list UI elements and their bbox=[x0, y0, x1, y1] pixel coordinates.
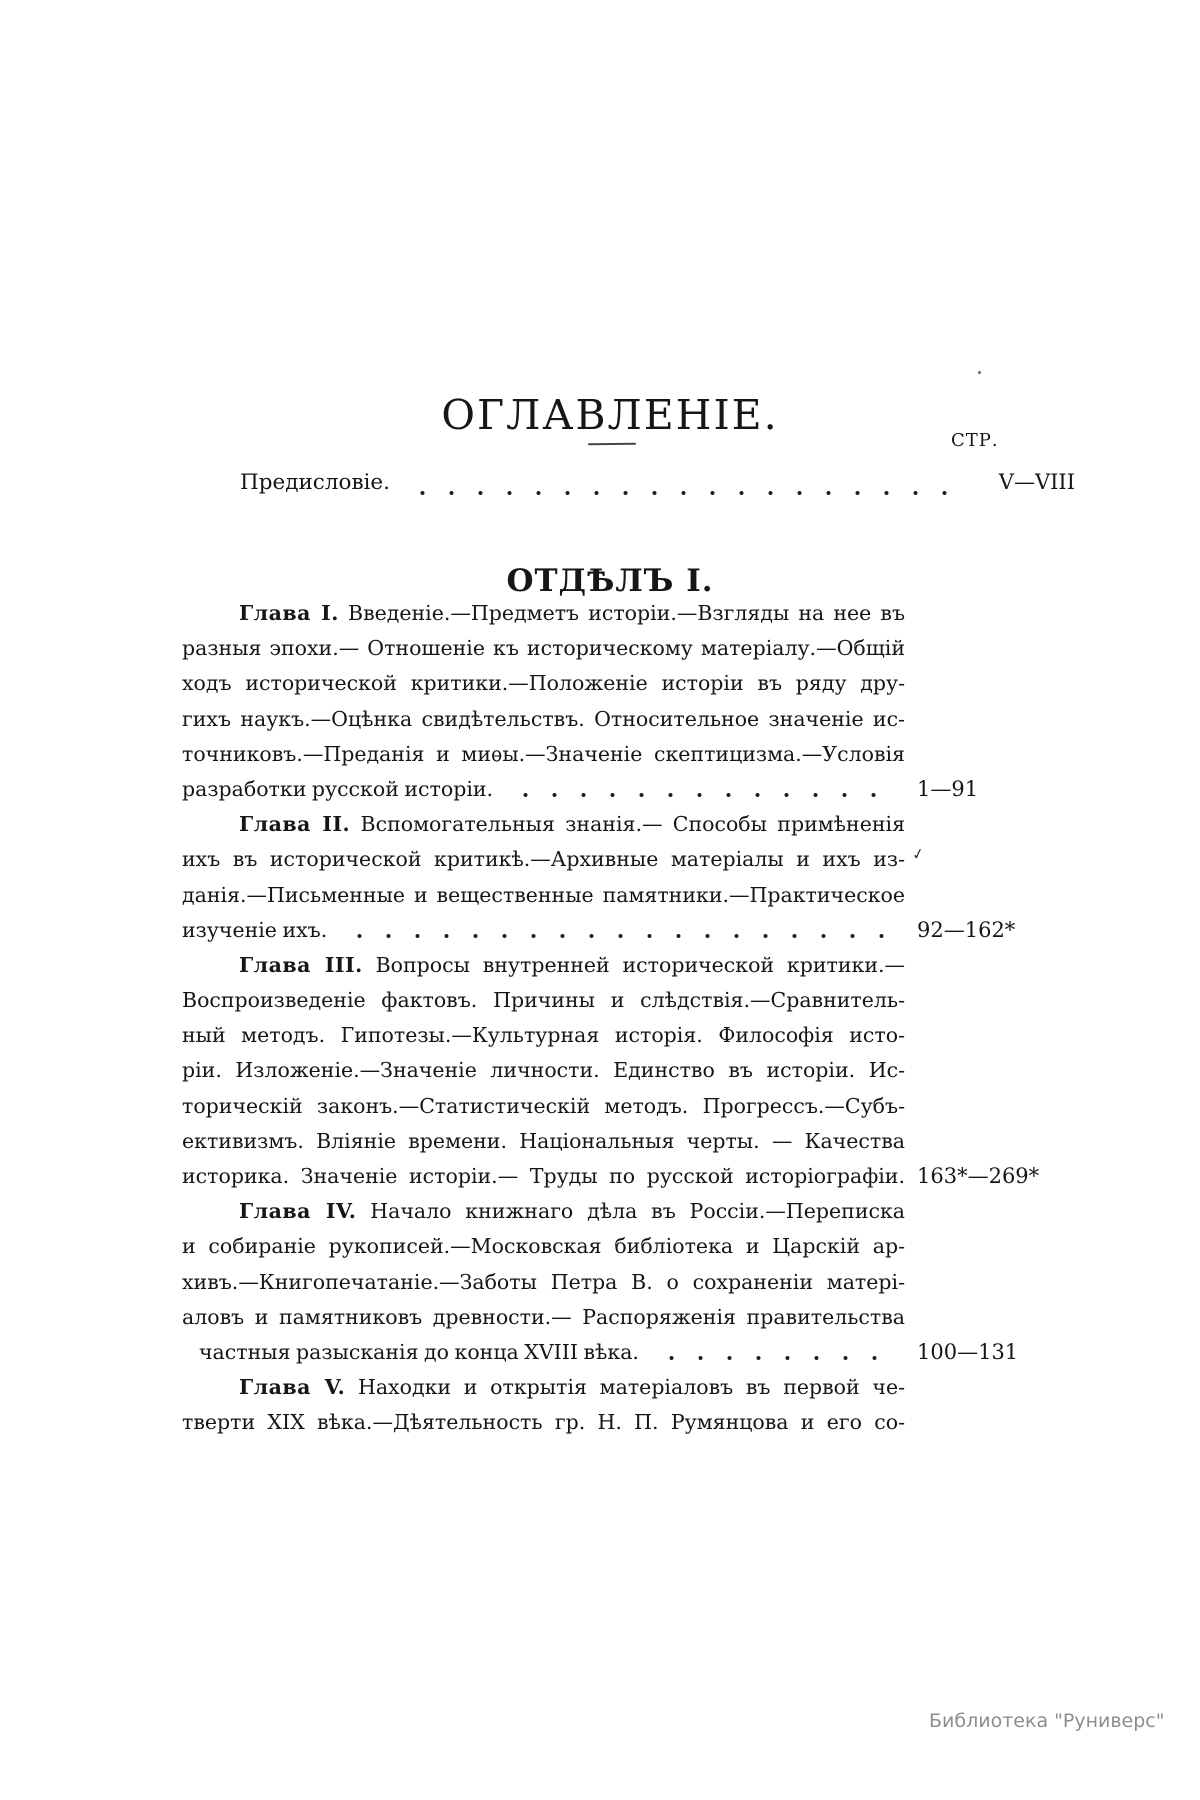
line-text: хивъ.—Книгопечатаніе.—Заботы Петра В. о сохраненіи матері- bbox=[182, 1269, 905, 1294]
chapter-entry bbox=[182, 807, 1075, 948]
page-range: 100—131 bbox=[917, 1339, 1019, 1364]
line-text: торическій законъ.—Статистическій методъ. Прогрессъ.—Субъ- bbox=[182, 1093, 905, 1118]
line-text: изученіе ихъ. bbox=[182, 913, 905, 948]
line-text: ный методъ. Гипотезы.—Культурная исторія. Философія исто- bbox=[182, 1023, 905, 1048]
toc-line bbox=[182, 631, 1075, 666]
line-text: разныя эпохи.— Отношеніе къ историческому матеріалу.—Общій bbox=[182, 636, 905, 661]
page-title: ОГЛАВЛЕНІЕ. bbox=[441, 391, 779, 440]
toc-line bbox=[182, 1405, 1075, 1440]
toc-line bbox=[182, 666, 1075, 701]
toc-line bbox=[182, 1018, 1075, 1053]
toc-line bbox=[182, 948, 1075, 983]
pages-column-header: СТР. bbox=[951, 430, 999, 451]
toc-line bbox=[182, 1335, 1075, 1370]
toc-line bbox=[182, 807, 1075, 842]
chapter-label: Глава III. bbox=[239, 952, 363, 977]
preface-page-range: V—VIII bbox=[998, 470, 1075, 494]
line-text: Глава I. Введеніе.—Предметъ исторіи.—Взгляды на нее въ bbox=[239, 601, 906, 625]
section-heading: ОТДѢЛЪ I. bbox=[506, 562, 714, 599]
line-text: частныя разысканія до конца XVIII вѣка. bbox=[182, 1335, 905, 1370]
line-text: данія.—Письменные и вещественные памятники.—Практическое bbox=[182, 882, 905, 907]
chapter-entry bbox=[182, 1370, 1075, 1440]
line-text: разработки русской исторіи. bbox=[182, 772, 905, 807]
chapter-label: Глава IV. bbox=[239, 1199, 357, 1224]
line-text: Глава IV. Начало книжнаго дѣла въ Россіи.—Переписка bbox=[239, 1199, 905, 1224]
page-range: 163*—269* bbox=[917, 1164, 1040, 1188]
toc-chapters bbox=[182, 596, 1075, 1441]
line-text: ріи. Изложеніе.—Значеніе личности. Единство въ исторіи. Ис- bbox=[182, 1058, 905, 1083]
line-text: ективизмъ. Вліяніе времени. Національныя черты. — Качества bbox=[182, 1128, 905, 1153]
toc-line bbox=[182, 1300, 1075, 1335]
line-text: Глава II. Вспомогательныя знанія.— Способы примѣненія bbox=[239, 812, 905, 837]
line-text: тверти XIX вѣка.—Дѣятельность гр. Н. П. Румянцова и его со- bbox=[182, 1410, 905, 1435]
toc-line bbox=[182, 702, 1075, 737]
line-text: Воспроизведеніе фактовъ. Причины и слѣдствія.—Сравнитель- bbox=[182, 988, 905, 1013]
title-divider bbox=[588, 443, 636, 446]
scan-speck-artifact bbox=[978, 371, 981, 374]
dot-leader bbox=[400, 470, 959, 505]
line-text: и собираніе рукописей.—Московская библіотека и Царскій ар- bbox=[182, 1234, 905, 1259]
line-text: историка. Значеніе исторіи.— Труды по русской исторіографіи. bbox=[182, 1164, 905, 1188]
line-text: аловъ и памятниковъ древности.— Распоряженія правительства bbox=[182, 1304, 905, 1329]
page-range: 92—162* bbox=[917, 917, 1016, 942]
toc-line bbox=[182, 1194, 1075, 1229]
dot-leader bbox=[503, 772, 899, 807]
line-text: Глава III. Вопросы внутренней исторической критики.— bbox=[239, 952, 906, 977]
dot-leader bbox=[337, 913, 899, 948]
line-text: гихъ наукъ.—Оцѣнка свидѣтельствъ. Относительное значеніе ис- bbox=[182, 706, 905, 731]
chapter-entry bbox=[182, 596, 1075, 807]
chapter-label: Глава II. bbox=[239, 812, 351, 837]
toc-line bbox=[182, 983, 1075, 1018]
chapter-entry bbox=[182, 948, 1075, 1194]
toc-line bbox=[182, 737, 1075, 772]
toc-line bbox=[182, 1124, 1075, 1159]
toc-line bbox=[182, 1089, 1075, 1124]
toc-line bbox=[182, 1370, 1075, 1405]
toc-line bbox=[182, 878, 1075, 913]
preface-label: Предисловіе. bbox=[240, 470, 390, 495]
toc-line bbox=[182, 1265, 1075, 1300]
toc-line bbox=[182, 1229, 1075, 1264]
page-range: 1—91 bbox=[917, 776, 979, 801]
toc-line bbox=[182, 596, 1075, 631]
chapter-label: Глава I. bbox=[239, 601, 339, 625]
line-text: точниковъ.—Преданія и миѳы.—Значеніе скептицизма.—Условія bbox=[182, 741, 905, 766]
line-text: ходъ исторической критики.—Положеніе исторіи въ ряду дру- bbox=[182, 671, 905, 696]
margin-check-mark-artifact: ✓ bbox=[910, 843, 927, 865]
chapter-entry bbox=[182, 1194, 1075, 1370]
preface-row bbox=[182, 470, 1075, 505]
toc-line bbox=[182, 842, 1075, 877]
toc-line bbox=[182, 913, 1075, 948]
toc-line bbox=[182, 1053, 1075, 1088]
line-text: Глава V. Находки и открытія матеріаловъ въ первой че- bbox=[239, 1375, 906, 1400]
toc-line bbox=[182, 1159, 1075, 1194]
chapter-label: Глава V. bbox=[239, 1375, 346, 1400]
line-text: ихъ въ исторической критикѣ.—Архивные матеріалы и ихъ из- bbox=[182, 847, 905, 872]
library-watermark: Библиотека "Руниверс" bbox=[929, 1710, 1165, 1732]
toc-line bbox=[182, 772, 1075, 807]
dot-leader bbox=[649, 1335, 899, 1370]
